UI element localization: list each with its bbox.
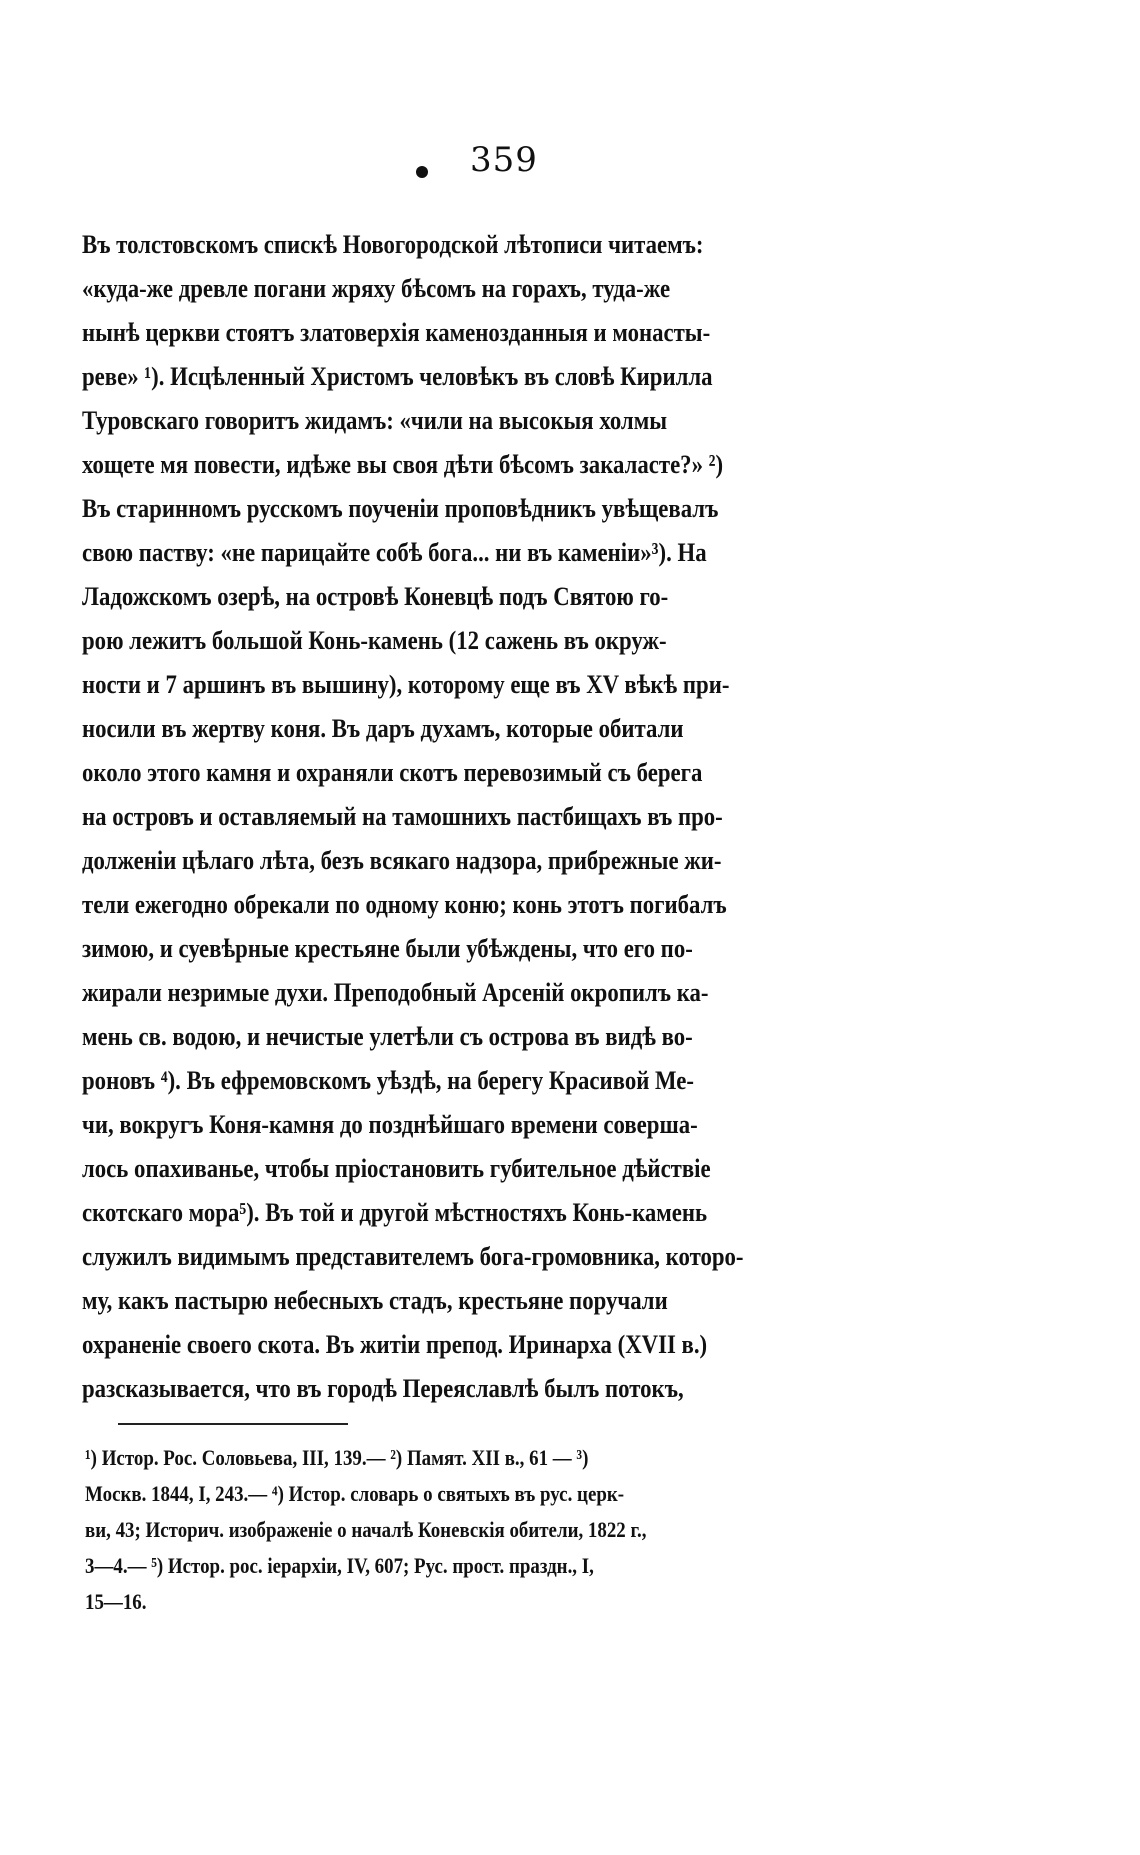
- body-line: нынѣ церкви стоятъ златоверхія каменозданныя и монасты-: [82, 317, 711, 347]
- body-line: Ладожскомъ озерѣ, на островѣ Коневцѣ подъ Святою го-: [82, 581, 669, 611]
- body-text: [82, 222, 1037, 1410]
- footnote-separator-rule: [118, 1423, 348, 1425]
- body-line: рою лежитъ большой Конь-камень (12 сажень въ окруж-: [82, 625, 667, 655]
- body-line: охраненіе своего скота. Въ житіи препод. Иринарха (XVII в.): [82, 1329, 708, 1359]
- body-line: Туровскаго говоритъ жидамъ: «чили на высокыя холмы: [82, 405, 668, 435]
- body-line: Въ старинномъ русскомъ поученіи проповѣдникъ увѣщевалъ: [82, 493, 719, 523]
- footnote-line: ¹) Истор. Рос. Соловьева, III, 139.— ²) Памят. XII в., 61 — ³): [85, 1445, 589, 1470]
- body-line: скотскаго мора⁵). Въ той и другой мѣстностяхъ Конь-камень: [82, 1197, 708, 1227]
- footnote-line: ви, 43; Историч. изображеніе о началѣ Коневскія обители, 1822 г.,: [85, 1517, 647, 1542]
- body-line: хощете мя повести, идѣже вы своя дѣти бѣсомъ закаласте?» ²): [82, 449, 724, 479]
- body-line: Въ толстовскомъ спискѣ Новогородской лѣтописи читаемъ:: [82, 229, 704, 259]
- body-line: чи, вокругъ Коня-камня до позднѣйшаго времени соверша-: [82, 1109, 698, 1139]
- body-line: ности и 7 аршинъ въ вышину), которому еще въ XV вѣкѣ при-: [82, 669, 730, 699]
- body-line: служилъ видимымъ представителемъ бога-громовника, которо-: [82, 1241, 744, 1271]
- body-line: лось опахиванье, чтобы пріостановить губительное дѣйствіе: [82, 1153, 711, 1183]
- footnotes: [85, 1440, 1045, 1620]
- body-line: свою паству: «не парицайте собѣ бога... ни въ каменіи»³). На: [82, 537, 707, 567]
- page-number: 359: [470, 140, 538, 180]
- footnote-line: Москв. 1844, I, 243.— ⁴) Истор. словарь о святыхъ въ рус. церк-: [85, 1481, 625, 1506]
- body-line: «куда-же древле погани жряху бѣсомъ на горахъ, туда-же: [82, 273, 671, 303]
- body-line: мень св. водою, и нечистые улетѣли съ острова въ видѣ во-: [82, 1021, 693, 1051]
- body-line: роновъ ⁴). Въ ефремовскомъ уѣздѣ, на берегу Красивой Ме-: [82, 1065, 694, 1095]
- footnote-line: 15—16.: [85, 1589, 147, 1614]
- page-dot-mark: [416, 166, 428, 178]
- footnote-line: 3—4.— ⁵) Истор. рос. іерархіи, IV, 607; Рус. прост. праздн., I,: [85, 1553, 594, 1578]
- body-line: долженіи цѣлаго лѣта, безъ всякаго надзора, прибрежные жи-: [82, 845, 722, 875]
- body-line: на островъ и оставляемый на тамошнихъ пастбищахъ въ про-: [82, 801, 723, 831]
- body-line: зимою, и суевѣрные крестьяне были убѣждены, что его по-: [82, 933, 693, 963]
- body-line: разсказывается, что въ городѣ Переяславлѣ былъ потокъ,: [82, 1373, 684, 1403]
- body-line: реве» ¹). Исцѣленный Христомъ человѣкъ въ словѣ Кирилла: [82, 361, 713, 391]
- body-line: носили въ жертву коня. Въ даръ духамъ, которые обитали: [82, 713, 684, 743]
- body-line: тели ежегодно обрекали по одному коню; конь этотъ погибалъ: [82, 889, 727, 919]
- body-line: около этого камня и охраняли скотъ перевозимый съ берега: [82, 757, 703, 787]
- body-line: жирали незримые духи. Преподобный Арсеній окропилъ ка-: [82, 977, 709, 1007]
- body-line: му, какъ пастырю небесныхъ стадъ, крестьяне поручали: [82, 1285, 668, 1315]
